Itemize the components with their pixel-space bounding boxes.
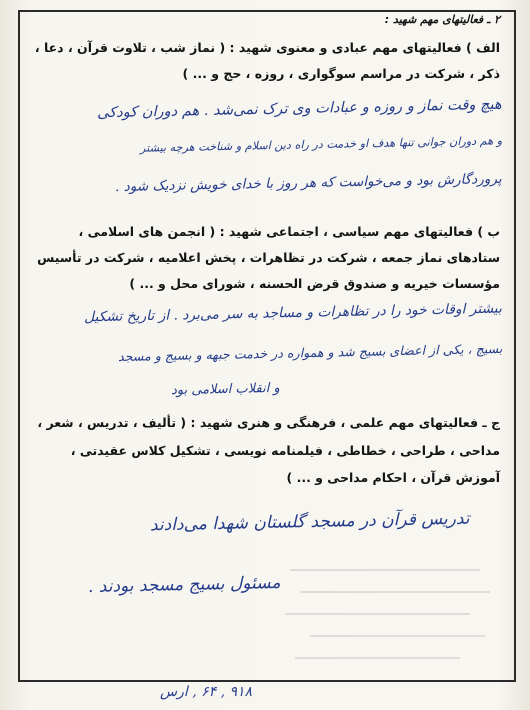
section-b-handwriting-1: بیشتر اوقات خود را در تظاهرات و مساجد به سر می‌برد . از تاریخ تشکیل	[83, 300, 503, 326]
footer-reference-number: ۹۱۸ , ۶۴ , ارس	[160, 684, 253, 700]
section-a-line-1: الف ) فعالیتهای مهم عبادی و معنوی شهید : ( نماز شب ، تلاوت قرآن ، دعا ،	[34, 40, 500, 55]
section-b-line-2: ستادهای نماز جمعه ، شرکت در تظاهرات ، پخش اعلامیه ، شرکت در تأسیس	[37, 250, 500, 265]
section-b-handwriting-3: و انقلاب اسلامی بود	[171, 380, 281, 399]
section-c-line-3: آموزش قرآن ، احکام مداحی و ... )	[286, 470, 500, 485]
section-a-handwriting-3: پروردگارش بود و می‌خواست که هر روز با خدای خویش نزدیک شود .	[115, 170, 503, 196]
section-b-handwriting-2: بسیج ، یکی از اعضای بسیج شد و همواره در خدمت جبهه و بسیج و مسجد	[117, 340, 503, 365]
section-a-line-2: ذکر ، شرکت در مراسم سوگواری ، روزه ، حج و ... )	[182, 66, 500, 81]
section-a-handwriting-2: و هم دوران جوانی تنها هدف او خدمت در راه دین اسلام و شناخت هرچه بیشتر	[139, 134, 503, 155]
section-c-line-2: مداحی ، طراحی ، خطاطی ، فیلمنامه نویسی ، تشکیل کلاس عقیدتی ،	[70, 443, 500, 458]
section-c-line-1: ج ـ فعالیتهای مهم علمی ، فرهنگی و هنری شهید : ( تألیف ، تدریس ، شعر ،	[37, 415, 500, 430]
section-heading: ۲ ـ فعالیتهای مهم شهید :	[384, 13, 500, 26]
section-b-line-3: مؤسسات خیریه و صندوق قرض الحسنه ، شورای محل و ... )	[129, 276, 500, 291]
section-a-handwriting-1: هیچ وقت نماز و روزه و عبادات وی ترک نمی‌شد . هم دوران کودکی	[97, 95, 503, 122]
section-c-handwriting-2: مسئول بسیج مسجد بودند .	[87, 572, 281, 598]
section-c-handwriting-1: تدریس قرآن در مسجد گلستان شهدا می‌دادند	[150, 508, 471, 536]
section-b-line-1: ب ) فعالیتهای مهم سیاسی ، اجتماعی شهید : ( انجمن های اسلامی ،	[78, 224, 500, 239]
show-through-lines	[280, 560, 500, 670]
